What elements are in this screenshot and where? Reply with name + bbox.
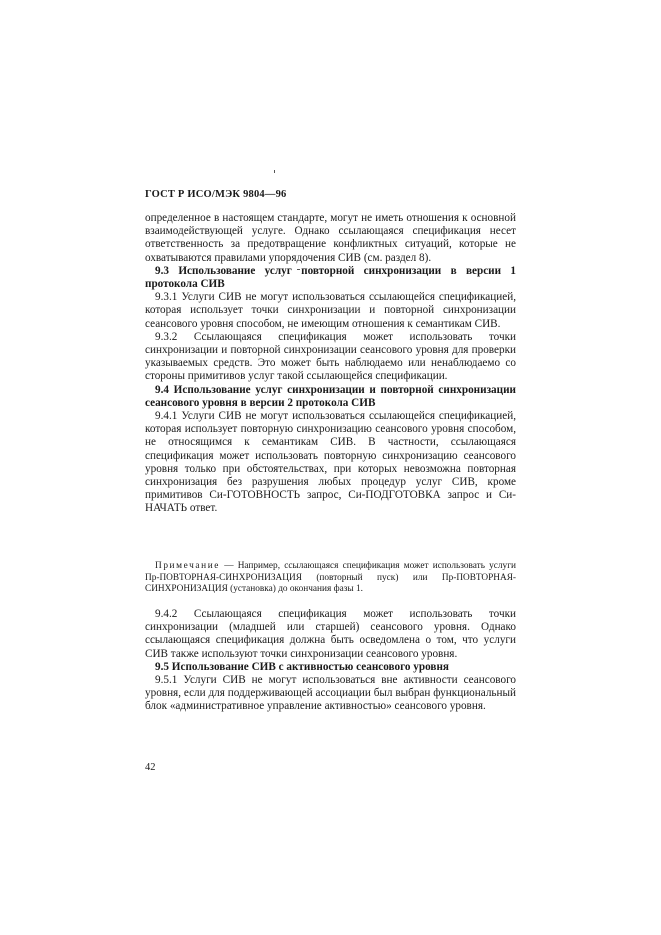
note-label: Примечание <box>155 561 220 571</box>
note-block <box>145 561 516 596</box>
page-number: 42 <box>145 762 156 773</box>
paragraph-9-4-2: 9.4.2 Ссылающаяся спецификация может использовать точки синхронизации (младшей или старшей) сеансового уровня. Однако ссылающаяся спецификация должна быть осведомлена о том, что услуги СИВ также используют точки синхронизации сеансового уровня. <box>145 608 516 660</box>
section-heading-9-5: 9.5 Использование СИВ с активностью сеансового уровня <box>155 660 449 673</box>
section-heading-9-4: 9.4 Использование услуг синхронизации и повторной синхронизации сеансового уровня в версии 2 протокола СИВ <box>145 383 516 409</box>
section-heading-9-3: 9.3 Использование услуг повторной синхронизации в версии 1 протокола СИВ <box>145 264 516 291</box>
paragraph-9-4-1: 9.4.1 Услуги СИВ не могут использоваться ссылающейся спецификацией, которая использует повторную синхронизацию сеансового уровня способом, не относящимся к семантикам СИВ. В частности, ссылающаяся спецификация может использовать повторную синхронизацию сеансового уровня только при обстоятельствах, при которых невозможна повторная синхронизация без разрушения любых процедур услуг СИВ, кроме примитивов Си-ГОТОВНОСТЬ запрос, Си-ПОДГОТОВКА запрос и Си-НАЧАТЬ ответ. <box>145 410 516 515</box>
paragraph-9-3-1: 9.3.1 Услуги СИВ не могут использоваться ссылающейся спецификацией, которая использует точки синхронизации и повторной синхронизации сеансового уровня способом, не имеющим отношения к семантикам СИВ. <box>145 291 516 330</box>
paragraph-9-5-1: 9.5.1 Услуги СИВ не могут использоваться вне активности сеансового уровня, если для поддерживающей ассоциации был выбран функциональный блок «административное управление активностью» сеансового уровня. <box>145 674 516 713</box>
document-body-top <box>145 212 516 516</box>
note-text: — Например, ссылающаяся спецификация может использовать услуги Пр-ПОВТОРНАЯ-СИНХРОНИЗАЦИЯ (повторный пуск) или Пр-ПОВТОРНАЯ-СИНХРОНИЗАЦИЯ (установка) до окончания фазы 1. <box>145 561 516 594</box>
paragraph-9-3-2: 9.3.2 Ссылающаяся спецификация может использовать точки синхронизации и повторной синхронизации сеансового уровня для проверки указываемых средств. Это может быть наблюдаемо или ненаблюдаемо со стороны примитивов услуг такой ссылающейся спецификации. <box>145 330 516 383</box>
document-header: ГОСТ Р ИСО/МЭК 9804—96 <box>145 189 287 200</box>
scan-speck <box>274 170 275 173</box>
paragraph-intro: определенное в настоящем стандарте, могут не иметь отношения к основной взаимодействующей услуге. Однако ссылающаяся спецификация несет ответственность за предотвращение конфликтных ситуаций, которые не охватываются правилами упорядочения СИВ (см. раздел 8). <box>145 212 516 264</box>
document-body-bottom <box>145 608 516 714</box>
